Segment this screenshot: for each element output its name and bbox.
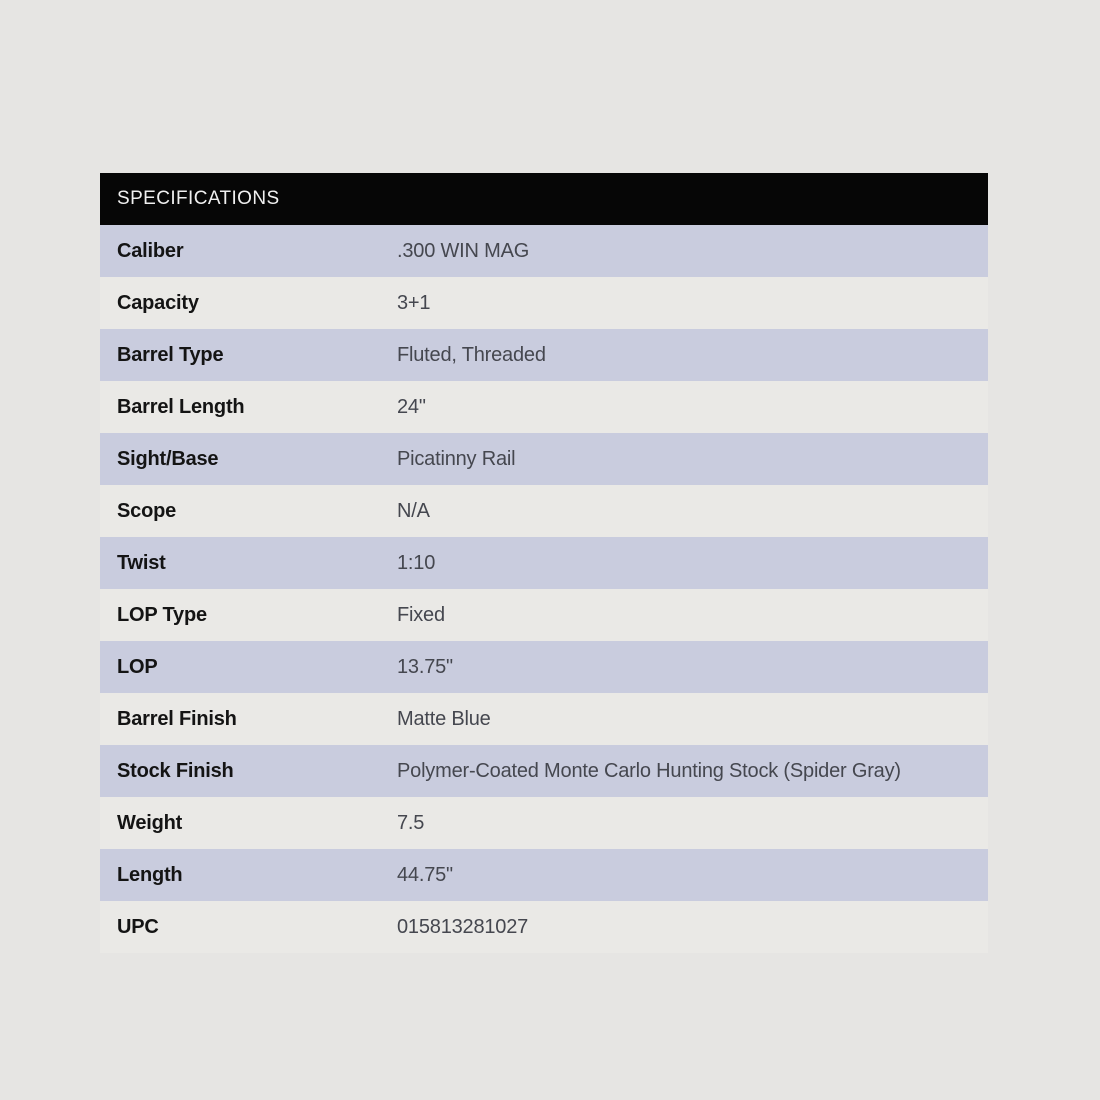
spec-label: Stock Finish [117,759,234,782]
spec-label: Weight [117,811,183,834]
spec-row [100,901,988,953]
spec-value: .300 WIN MAG [397,239,530,262]
spec-value: Fixed [397,603,445,626]
spec-label: Barrel Length [117,395,245,418]
spec-label: Barrel Type [117,343,224,366]
spec-rows-container [100,225,988,953]
spec-label: Caliber [117,239,184,262]
spec-value: 24" [397,395,426,418]
spec-row [100,589,988,641]
spec-label: Scope [117,499,177,522]
spec-label: UPC [117,915,159,938]
spec-row [100,797,988,849]
spec-value: 015813281027 [397,915,529,938]
spec-row [100,277,988,329]
spec-row [100,849,988,901]
spec-value: Picatinny Rail [397,447,516,470]
spec-label: LOP Type [117,603,207,626]
spec-value: 1:10 [397,551,436,574]
spec-value: Polymer-Coated Monte Carlo Hunting Stock (Spider Gray) [397,759,901,782]
spec-row [100,485,988,537]
spec-label: LOP [117,655,158,678]
spec-value: Fluted, Threaded [397,343,546,366]
spec-value: 3+1 [397,291,431,314]
spec-row [100,641,988,693]
specifications-table [100,173,988,953]
spec-label: Capacity [117,291,199,314]
spec-value: 7.5 [397,811,425,834]
spec-label: Sight/Base [117,447,219,470]
spec-label: Length [117,863,183,886]
spec-row [100,225,988,277]
spec-row [100,745,988,797]
spec-value: 13.75" [397,655,453,678]
spec-row [100,693,988,745]
spec-row [100,537,988,589]
spec-value: N/A [397,499,430,522]
specifications-header: SPECIFICATIONS [100,173,988,225]
spec-label: Barrel Finish [117,707,237,730]
spec-value: Matte Blue [397,707,491,730]
spec-row [100,381,988,433]
spec-value: 44.75" [397,863,453,886]
spec-row [100,433,988,485]
spec-row [100,329,988,381]
spec-label: Twist [117,551,166,574]
